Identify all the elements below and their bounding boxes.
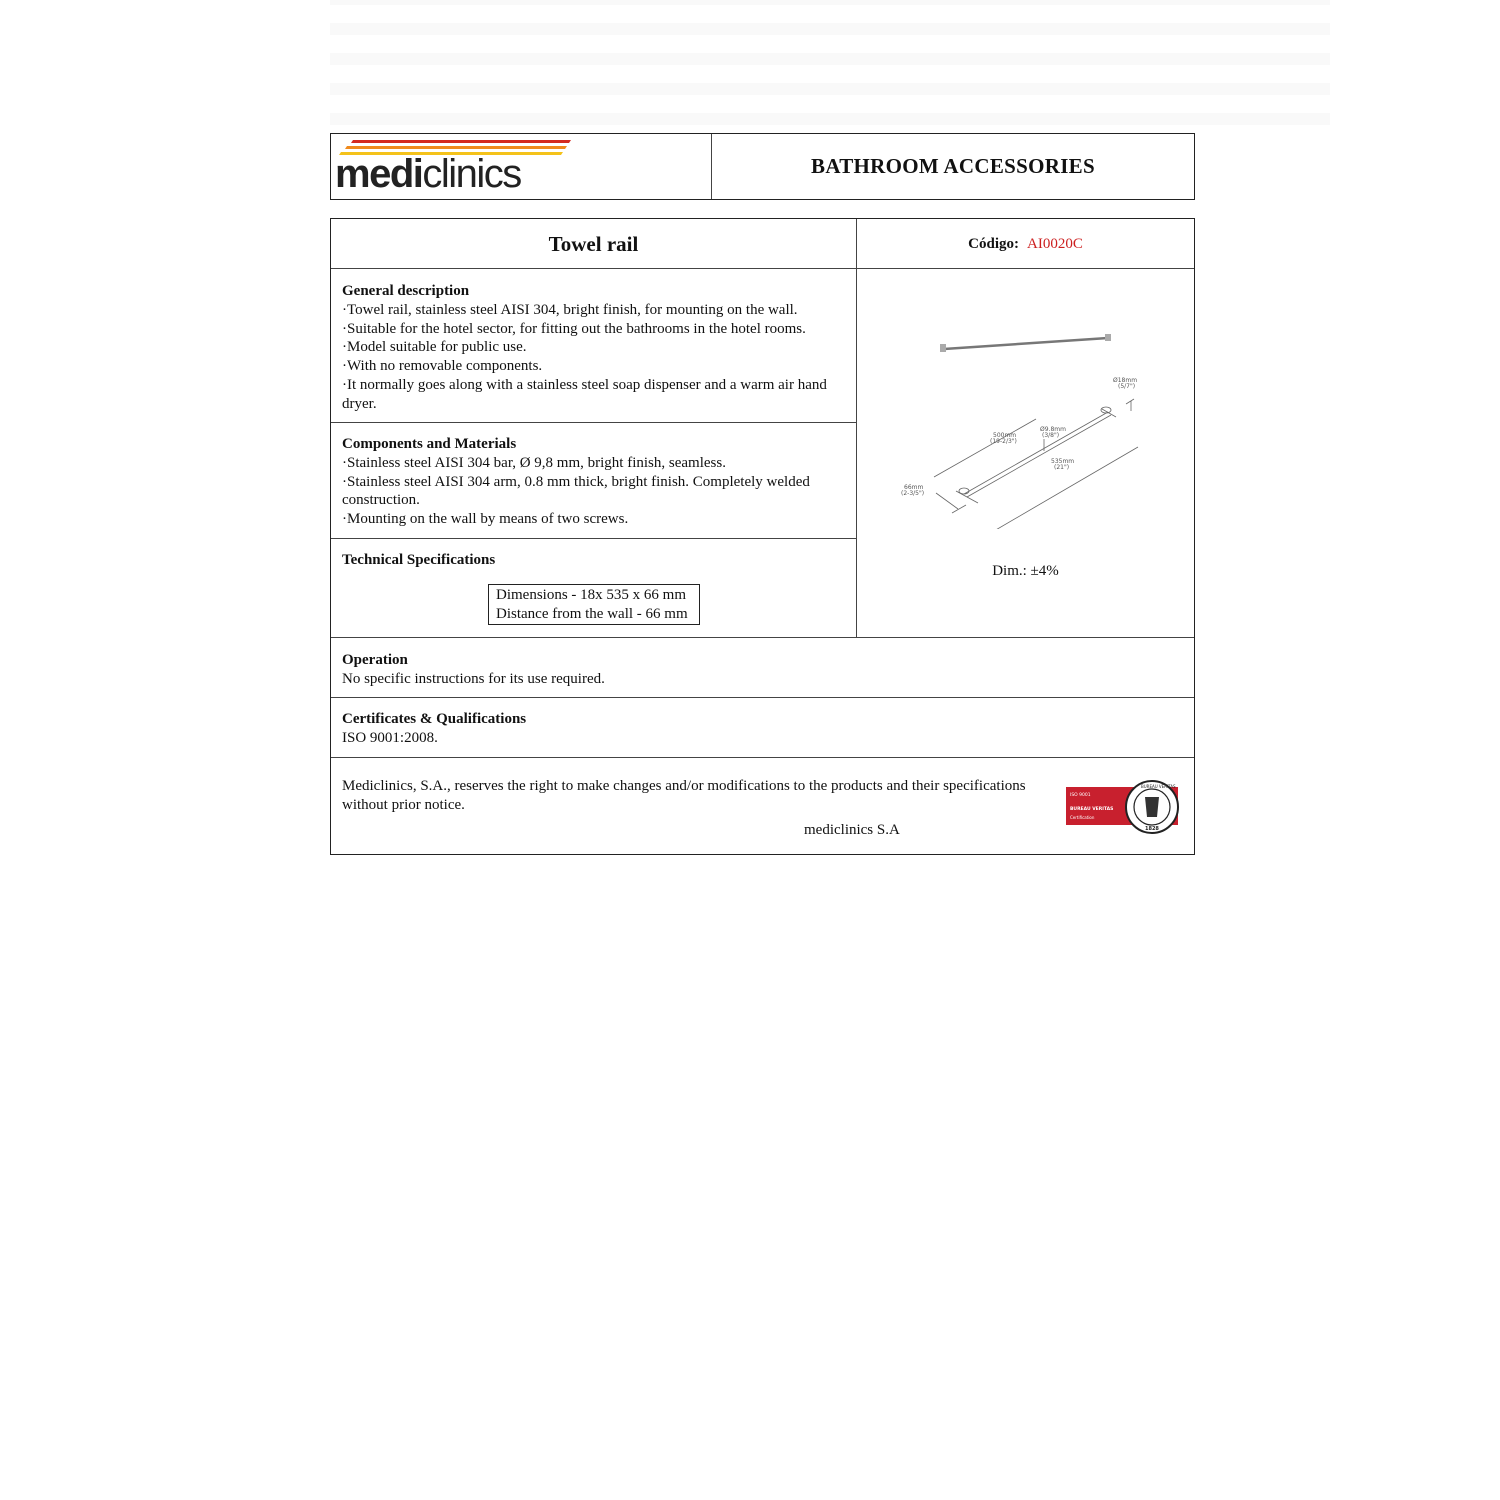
dim-d98: Ø9.8mm [1040,426,1066,433]
badge-year: 1828 [1145,826,1159,832]
components-line: ·Stainless steel AISI 304 arm, 0.8 mm thick, bright finish. Completely welded construction. [342,473,810,509]
distance-value: Distance from the wall - 66 mm [496,606,688,622]
logo-cell [331,134,712,199]
mediclinics-logo [335,154,521,194]
certificates-heading: Certificates & Qualifications [342,711,527,727]
section-title: BATHROOM ACCESSORIES [811,154,1095,178]
general-description [342,282,850,414]
dim-d18-in: (5/7") [1118,383,1136,390]
badge-line2: BUREAU VERITAS [1070,807,1114,812]
dim-l500: 500mm [993,432,1017,439]
certificates-text: ISO 9001:2008. [342,729,438,746]
dim-l535: 535mm [1051,458,1075,465]
badge-line3: Certification [1070,815,1095,820]
components-line: ·Mounting on the wall by means of two screws. [342,511,629,528]
product-sheet [330,218,1195,855]
header-title-cell [712,134,1194,199]
dim-d18: Ø18mm [1113,377,1138,384]
code-value: AI0020C [1027,235,1083,252]
dim-l66-in: (2-3/5") [901,490,925,497]
components-materials [342,435,842,529]
product-name: Towel rail [548,231,639,256]
technical-specifications [342,551,842,570]
badge-line1: ISO 9001 [1070,793,1091,798]
logo-bold-text: medi [335,152,423,196]
badge-ring-text: BUREAU VERITAS [1141,784,1176,789]
code-label: Código: [968,235,1019,252]
dim-d98-in: (3/8") [1042,432,1060,439]
operation [342,651,1142,689]
product-code [857,219,1194,269]
operation-heading: Operation [342,652,408,668]
components-line: ·Stainless steel AISI 304 bar, Ø 9,8 mm, bright finish, seamless. [342,454,726,471]
document-header [330,133,1195,200]
dimension-tolerance: Dim.: ±4% [992,563,1059,579]
general-line: ·Model suitable for public use. [342,339,527,356]
general-line: ·Towel rail, stainless steel AISI 304, bright finish, for mounting on the wall. [342,301,798,318]
components-heading: Components and Materials [342,436,517,452]
company-signature: mediclinics S.A [804,822,900,838]
certificates [342,710,1142,748]
general-line: ·It normally goes along with a stainless steel soap dispenser and a warm air hand dryer. [342,376,827,412]
general-line: ·Suitable for the hotel sector, for fitting out the bathrooms in the hotel rooms. [342,320,806,337]
bureau-veritas-badge-icon [1065,779,1179,835]
background-watermark [330,0,1330,125]
logo-light-text: clinics [422,152,521,196]
dim-l500-in: (19-2/3") [990,438,1017,445]
dimensions-value: Dimensions - 18x 535 x 66 mm [496,587,686,603]
specs-box [488,584,700,625]
dim-l66: 66mm [904,484,924,491]
general-line: ·With no removable components. [342,358,543,375]
general-heading: General description [342,283,470,299]
disclaimer-notice: Mediclinics, S.A., reserves the right to make changes and/or modifications to the products and their specifications without prior notice. [342,778,1026,813]
technical-heading: Technical Specifications [342,552,496,568]
operation-text: No specific instructions for its use required. [342,670,605,687]
dim-l535-in: (21") [1054,464,1070,471]
towel-rail-drawing [876,319,1176,529]
